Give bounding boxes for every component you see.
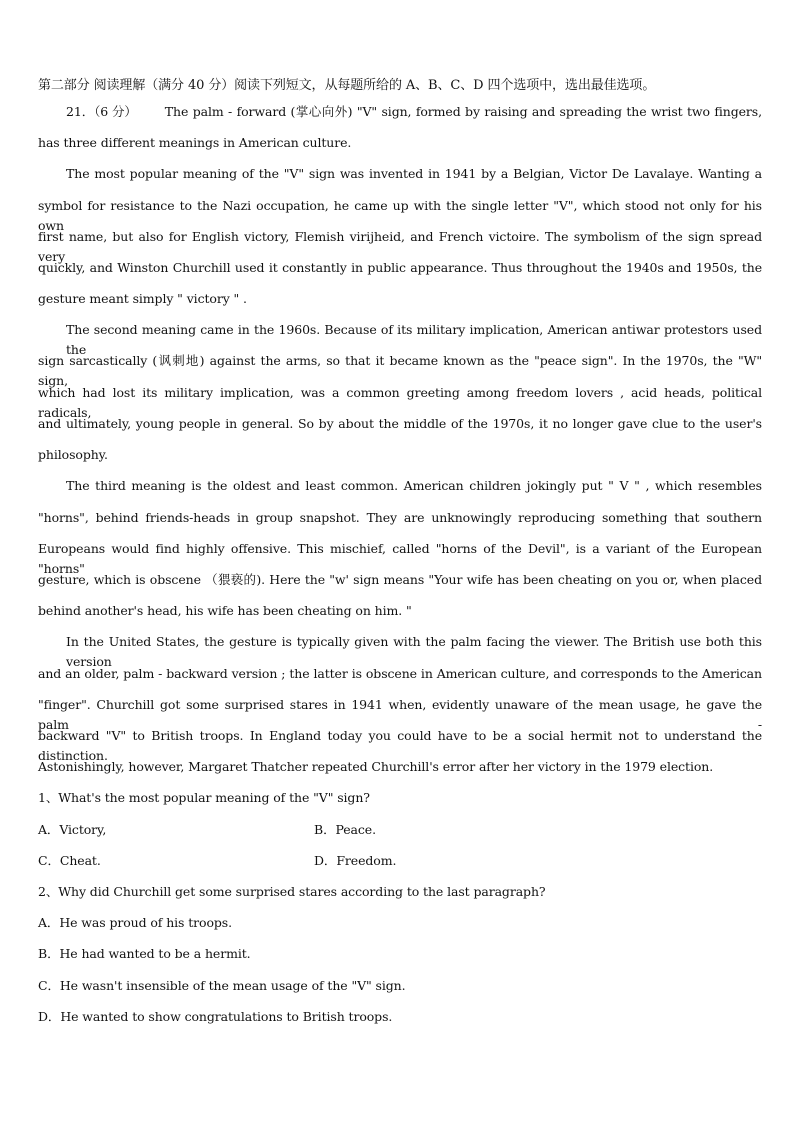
passage-line-7: gesture meant simply " victory " . bbox=[38, 291, 247, 306]
question-1-option-c[interactable]: C．Cheat. bbox=[38, 853, 101, 868]
passage-line-19: and an older, palm - backward version ; the latter is obscene in American culture, and corresponds to the American bbox=[38, 666, 762, 681]
passage-line-13: The third meaning is the oldest and least common. American children jokingly put " V " , which resembles bbox=[66, 478, 762, 493]
passage-line-15: Europeans would find highly offensive. This mischief, called "horns of the Devil", is a variant of the European "horns" bbox=[38, 541, 762, 576]
passage-line-6: quickly, and Winston Churchill used it constantly in public appearance. Thus throughout the 1940s and 1950s, the bbox=[38, 260, 762, 275]
question-1-stem: 1、What's the most popular meaning of the "V" sign? bbox=[38, 790, 370, 805]
passage-line-11: and ultimately, young people in general. So by about the middle of the 1970s, it no longer gave clue to the user's bbox=[38, 416, 762, 431]
question-2-option-b[interactable]: B．He had wanted to be a hermit. bbox=[38, 946, 251, 961]
question-1-option-a[interactable]: A．Victory, bbox=[38, 822, 107, 837]
question-1-options-row-2 bbox=[38, 851, 762, 871]
passage-line-21: backward "V" to British troops. In England today you could have to be a social hermit not to understand the distinction. bbox=[38, 728, 762, 763]
question-2-option-c[interactable]: C．He wasn't insensible of the mean usage of the "V" sign. bbox=[38, 978, 406, 993]
question-1-option-b[interactable]: B．Peace. bbox=[314, 822, 376, 837]
passage-line-9: sign sarcastically (讽刺地) against the arms, so that it became known as the "peace sign". In the 1970s, the "W" sign, bbox=[38, 353, 762, 388]
question-2-option-d[interactable]: D．He wanted to show congratulations to British troops. bbox=[38, 1009, 393, 1024]
question-number: 21．（6 分） bbox=[66, 104, 137, 119]
passage-line-20: "finger". Churchill got some surprised stares in 1941 when, evidently unaware of the mean usage, he gave the palm - bbox=[38, 697, 762, 732]
question-2-stem: 2、Why did Churchill get some surprised stares according to the last paragraph? bbox=[38, 884, 546, 899]
passage-line-2: has three different meanings in American culture. bbox=[38, 135, 352, 150]
passage-line-4: symbol for resistance to the Nazi occupation, he came up with the single letter "V", which stood not only for his own bbox=[38, 198, 762, 233]
section-title: 第二部分 阅读理解（满分 40 分）阅读下列短文，从每题所给的 A、B、C、D 四个选项中，选出最佳选项。 bbox=[38, 78, 656, 93]
passage-line-8: The second meaning came in the 1960s. Because of its military implication, American antiwar protestors used the bbox=[66, 322, 762, 357]
passage-line-14: "horns", behind friends-heads in group snapshot. They are unknowingly reproducing something that southern bbox=[38, 510, 762, 525]
passage-line-12: philosophy. bbox=[38, 447, 108, 462]
passage-line-17: behind another's head, his wife has been cheating on him. " bbox=[38, 603, 412, 618]
passage-line-16: gesture, which is obscene （猥亵的). Here the "w' sign means "Your wife has been cheating on you or, when placed bbox=[38, 572, 762, 587]
passage-line-10: which had lost its military implication, was a common greeting among freedom lovers , acid heads, political radicals, bbox=[38, 385, 762, 420]
passage-line-22: Astonishingly, however, Margaret Thatcher repeated Churchill's error after her victory in the 1979 election. bbox=[38, 759, 714, 774]
passage-line-1: 21．（6 分） The palm - forward (掌心向外) "V" sign, formed by raising and spreading the wrist two fingers, bbox=[66, 102, 762, 122]
passage-line-5: first name, but also for English victory, Flemish virijheid, and French victoire. The symbolism of the sign spread very bbox=[38, 229, 762, 264]
passage-line-18: In the United States, the gesture is typically given with the palm facing the viewer. The British use both this version bbox=[66, 634, 762, 669]
question-1-options-row-1 bbox=[38, 820, 762, 840]
passage-line-3: The most popular meaning of the "V" sign was invented in 1941 by a Belgian, Victor De Lavalaye. Wanting a bbox=[66, 166, 762, 181]
question-1-option-d[interactable]: D．Freedom. bbox=[314, 853, 397, 868]
question-2-option-a[interactable]: A．He was proud of his troops. bbox=[38, 915, 232, 930]
